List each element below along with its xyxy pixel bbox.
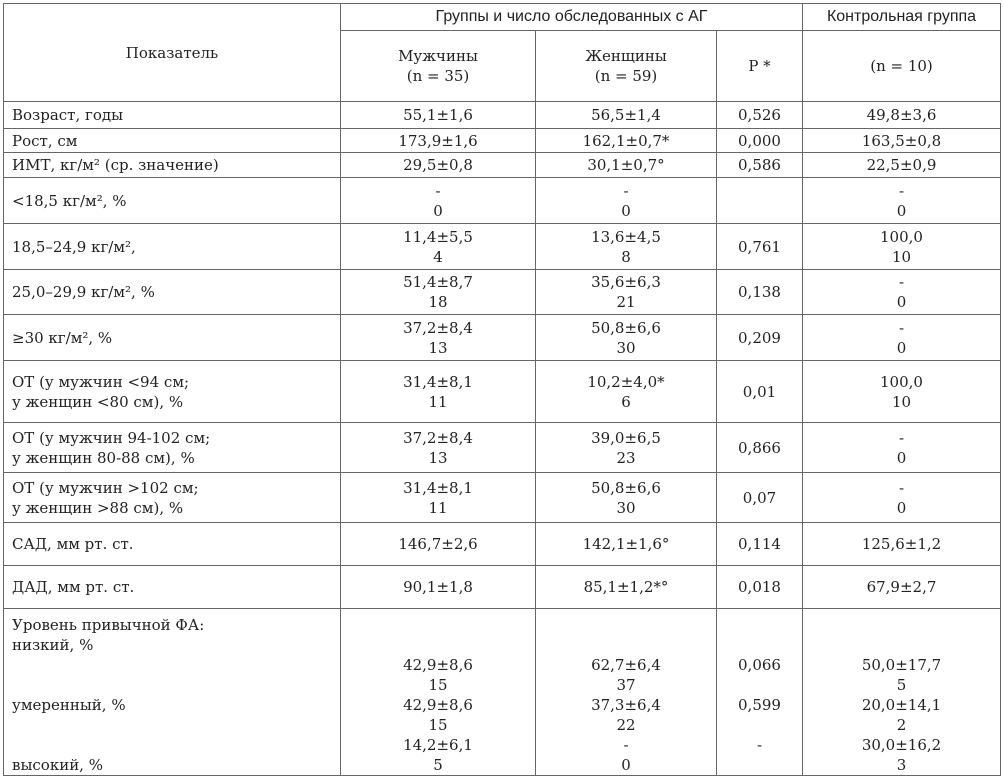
row-label-line: высокий, % xyxy=(12,756,103,774)
men-value-line: 14,2±6,1 xyxy=(403,736,473,754)
row-label-line: ОТ (у мужчин <94 см; xyxy=(12,372,190,391)
p-value xyxy=(717,178,803,224)
p-value-line: 0,018 xyxy=(738,578,781,596)
men-value xyxy=(341,315,536,361)
row-label-line: Уровень привычной ФА: xyxy=(12,616,205,634)
men-value-line: 11,4±5,5 xyxy=(403,227,473,246)
header-row-1 xyxy=(4,4,1001,31)
row-label-line: у женщин <80 см), % xyxy=(12,392,184,411)
men-value-line: 11 xyxy=(428,498,448,517)
men-value-line: 42,9±8,6 xyxy=(403,696,473,714)
men-value-line: 37,2±8,4 xyxy=(403,318,473,337)
women-value xyxy=(536,224,717,270)
men-value xyxy=(341,178,536,224)
control-value xyxy=(803,315,1001,361)
row-label xyxy=(4,102,341,129)
p-value-line: 0,01 xyxy=(742,382,777,401)
control-value-line: 0 xyxy=(896,448,907,467)
row-label-line xyxy=(12,675,332,695)
control-value-line: 100,0 xyxy=(880,372,923,391)
header-men-title: Мужчины xyxy=(398,47,478,65)
control-value-line: 0 xyxy=(896,293,907,311)
men-value-line: 42,9±8,6 xyxy=(403,656,473,674)
row-label xyxy=(4,129,341,153)
data-table xyxy=(3,3,1001,776)
row-label xyxy=(4,224,341,270)
women-value-line: 162,1±0,7* xyxy=(582,131,670,150)
row-label xyxy=(4,566,341,609)
p-value-line: 0,526 xyxy=(738,106,781,124)
row-label xyxy=(4,270,341,315)
men-value-line: 13 xyxy=(428,448,448,467)
men-value-line: 13 xyxy=(428,338,448,357)
men-value-line xyxy=(349,635,527,655)
header-group: Группы и число обследованных с АГ xyxy=(341,4,803,31)
p-value xyxy=(717,566,803,609)
row-label-line: Рост, см xyxy=(12,131,78,150)
header-control: Контрольная группа xyxy=(803,4,1001,31)
control-value-line: 125,6±1,2 xyxy=(861,535,942,553)
control-value-line: - xyxy=(898,428,905,447)
p-value xyxy=(717,361,803,423)
men-value xyxy=(341,473,536,523)
header-control-n: (n = 10) xyxy=(803,31,1001,102)
row-label-line: умеренный, % xyxy=(12,696,126,714)
women-value xyxy=(536,178,717,224)
table-row xyxy=(4,473,1001,523)
women-value-line: 0 xyxy=(621,756,631,774)
p-value-line: 0,07 xyxy=(742,488,777,507)
women-value-line xyxy=(544,635,708,655)
men-value xyxy=(341,153,536,178)
women-value-line: 37 xyxy=(616,676,636,694)
women-value-line: 13,6±4,5 xyxy=(591,227,661,246)
p-value-line: 0,000 xyxy=(738,131,781,150)
control-value xyxy=(803,423,1001,473)
p-value xyxy=(717,423,803,473)
control-value xyxy=(803,129,1001,153)
row-label-line xyxy=(12,655,332,675)
p-value-line: 0,599 xyxy=(738,696,781,714)
women-value xyxy=(536,129,717,153)
p-value-line xyxy=(725,675,794,695)
table-row xyxy=(4,566,1001,609)
control-value xyxy=(803,102,1001,129)
women-value-line: 10,2±4,0* xyxy=(587,372,665,391)
row-label xyxy=(4,361,341,423)
men-value xyxy=(341,566,536,609)
control-value-line: 10 xyxy=(891,247,912,266)
men-value-line: 29,5±0,8 xyxy=(403,156,473,174)
women-value-line: 30,1±0,7° xyxy=(587,156,665,174)
table-row xyxy=(4,178,1001,224)
p-value xyxy=(717,129,803,153)
row-label-line: низкий, % xyxy=(12,636,94,654)
p-value-line: 0,761 xyxy=(738,237,781,256)
p-value-line xyxy=(725,615,794,635)
men-value xyxy=(341,523,536,566)
table-row xyxy=(4,315,1001,361)
control-value xyxy=(803,224,1001,270)
p-value-line: - xyxy=(756,736,763,754)
control-value-line: 5 xyxy=(896,676,907,694)
men-value-line: 5 xyxy=(433,756,443,774)
p-value-line xyxy=(725,635,794,655)
control-value-line: 163,5±0,8 xyxy=(861,131,942,150)
table-row xyxy=(4,153,1001,178)
men-value xyxy=(341,224,536,270)
men-value-line: 0 xyxy=(433,201,443,220)
women-value-line: 62,7±6,4 xyxy=(591,656,661,674)
row-label-line: 18,5–24,9 кг/м², xyxy=(12,237,136,256)
table-row-physical-activity xyxy=(4,609,1001,776)
row-label-line: ИМТ, кг/м² (ср. значение) xyxy=(12,156,219,174)
women-value-line: 22 xyxy=(616,716,636,734)
women-value xyxy=(536,361,717,423)
header-p: P * xyxy=(717,31,803,102)
header-women xyxy=(536,31,717,102)
p-value xyxy=(717,315,803,361)
table-row xyxy=(4,129,1001,153)
men-value xyxy=(341,609,536,776)
men-value-line: 146,7±2,6 xyxy=(398,535,478,553)
p-value xyxy=(717,153,803,178)
men-value xyxy=(341,102,536,129)
row-label-line xyxy=(12,715,332,735)
control-value-line: 30,0±16,2 xyxy=(861,736,942,754)
men-value-line: 55,1±1,6 xyxy=(403,106,473,124)
control-value xyxy=(803,523,1001,566)
men-value xyxy=(341,423,536,473)
control-value xyxy=(803,153,1001,178)
table-row xyxy=(4,523,1001,566)
women-value-line xyxy=(544,615,708,635)
women-value xyxy=(536,153,717,178)
men-value-line: 15 xyxy=(428,716,448,734)
control-value-line: 20,0±14,1 xyxy=(861,696,942,714)
control-value-line: 67,9±2,7 xyxy=(866,578,937,596)
p-value xyxy=(717,102,803,129)
p-value xyxy=(717,523,803,566)
men-value-line: 37,2±8,4 xyxy=(403,428,473,447)
control-value-line: - xyxy=(898,478,905,497)
women-value-line: 37,3±6,4 xyxy=(591,696,661,714)
women-value-line: 85,1±1,2*° xyxy=(583,578,669,596)
women-value-line: 30 xyxy=(616,338,636,357)
control-value-line: 0 xyxy=(896,498,907,517)
p-value-line: 0,138 xyxy=(738,283,781,301)
header-men xyxy=(341,31,536,102)
men-value-line: 173,9±1,6 xyxy=(398,131,478,150)
p-value-line xyxy=(725,755,794,775)
women-value xyxy=(536,523,717,566)
men-value-line: 31,4±8,1 xyxy=(403,478,473,497)
table-row xyxy=(4,102,1001,129)
row-label-line: ≥30 кг/м², % xyxy=(12,328,113,347)
row-label-line: ОТ (у мужчин 94-102 см; xyxy=(12,428,211,447)
men-value xyxy=(341,129,536,153)
p-value-line xyxy=(725,191,794,211)
men-value-line: 90,1±1,8 xyxy=(403,578,473,596)
control-value xyxy=(803,609,1001,776)
row-label-line: САД, мм рт. ст. xyxy=(12,535,134,553)
row-label-line: <18,5 кг/м², % xyxy=(12,191,127,210)
women-value-line: 56,5±1,4 xyxy=(591,106,661,124)
women-value-line: - xyxy=(623,181,629,200)
men-value-line: 15 xyxy=(428,676,448,694)
control-value-line: 0 xyxy=(896,338,907,357)
women-value-line: - xyxy=(623,736,629,754)
p-value-line: 0,586 xyxy=(738,156,781,174)
p-value xyxy=(717,224,803,270)
control-value-line xyxy=(811,635,992,655)
men-value-line xyxy=(349,615,527,635)
women-value xyxy=(536,566,717,609)
row-label xyxy=(4,178,341,224)
row-label-line: Возраст, годы xyxy=(12,106,124,124)
women-value-line: 39,0±6,5 xyxy=(591,428,661,447)
women-value-line: 8 xyxy=(621,247,631,266)
control-value-line: 50,0±17,7 xyxy=(861,656,942,674)
p-value-line: 0,866 xyxy=(738,438,781,457)
control-value-line: 2 xyxy=(896,716,907,734)
p-value-line xyxy=(725,715,794,735)
control-value-line: 3 xyxy=(896,756,907,774)
header-indicator: Показатель xyxy=(4,4,341,102)
control-value xyxy=(803,270,1001,315)
row-label-line: у женщин 80-88 см), % xyxy=(12,448,195,467)
p-value xyxy=(717,473,803,523)
men-value xyxy=(341,361,536,423)
women-value-line: 50,8±6,6 xyxy=(591,478,661,497)
p-value xyxy=(717,270,803,315)
women-value-line: 50,8±6,6 xyxy=(591,318,661,337)
p-value xyxy=(717,609,803,776)
table-row xyxy=(4,270,1001,315)
women-value-line: 21 xyxy=(616,293,636,311)
women-value xyxy=(536,102,717,129)
men-value-line: 4 xyxy=(433,247,443,266)
row-label xyxy=(4,523,341,566)
men-value-line: 31,4±8,1 xyxy=(403,372,473,391)
header-women-n: (n = 59) xyxy=(594,67,658,85)
men-value-line: 11 xyxy=(428,392,448,411)
p-value-line: 0,209 xyxy=(738,328,781,347)
women-value xyxy=(536,315,717,361)
men-value-line: 18 xyxy=(428,293,448,311)
women-value-line: 23 xyxy=(616,448,636,467)
women-value xyxy=(536,270,717,315)
women-value xyxy=(536,473,717,523)
men-value-line: - xyxy=(435,181,441,200)
header-women-title: Женщины xyxy=(585,47,667,65)
control-value-line: 100,0 xyxy=(880,227,923,246)
control-value-line: 22,5±0,9 xyxy=(866,156,937,174)
control-value-line: - xyxy=(898,181,905,200)
women-value xyxy=(536,423,717,473)
row-label xyxy=(4,473,341,523)
men-value xyxy=(341,270,536,315)
control-value-line: 0 xyxy=(896,201,907,220)
row-label-line xyxy=(12,735,332,755)
control-value xyxy=(803,178,1001,224)
row-label-line: у женщин >88 см), % xyxy=(12,498,184,517)
control-value xyxy=(803,473,1001,523)
control-value xyxy=(803,566,1001,609)
women-value xyxy=(536,609,717,776)
row-label xyxy=(4,315,341,361)
table-row xyxy=(4,224,1001,270)
women-value-line: 30 xyxy=(616,498,636,517)
women-value-line: 0 xyxy=(621,201,631,220)
row-label-line: ОТ (у мужчин >102 см; xyxy=(12,478,199,497)
men-value-line: 51,4±8,7 xyxy=(403,273,473,291)
row-label xyxy=(4,609,341,776)
row-label xyxy=(4,153,341,178)
row-label-line: ДАД, мм рт. ст. xyxy=(12,578,135,596)
women-value-line: 6 xyxy=(621,392,631,411)
control-value-line xyxy=(811,615,992,635)
control-value xyxy=(803,361,1001,423)
control-value-line: - xyxy=(898,273,905,291)
women-value-line: 35,6±6,3 xyxy=(591,273,661,291)
control-value-line: 10 xyxy=(891,392,912,411)
women-value-line: 142,1±1,6° xyxy=(582,535,670,553)
table-row xyxy=(4,423,1001,473)
table-row xyxy=(4,361,1001,423)
row-label-line: 25,0–29,9 кг/м², % xyxy=(12,283,155,301)
p-value-line: 0,066 xyxy=(738,656,781,674)
control-value-line: 49,8±3,6 xyxy=(866,106,937,124)
p-value-line: 0,114 xyxy=(738,535,781,553)
header-men-n: (n = 35) xyxy=(406,67,470,85)
row-label xyxy=(4,423,341,473)
control-value-line: - xyxy=(898,318,905,337)
